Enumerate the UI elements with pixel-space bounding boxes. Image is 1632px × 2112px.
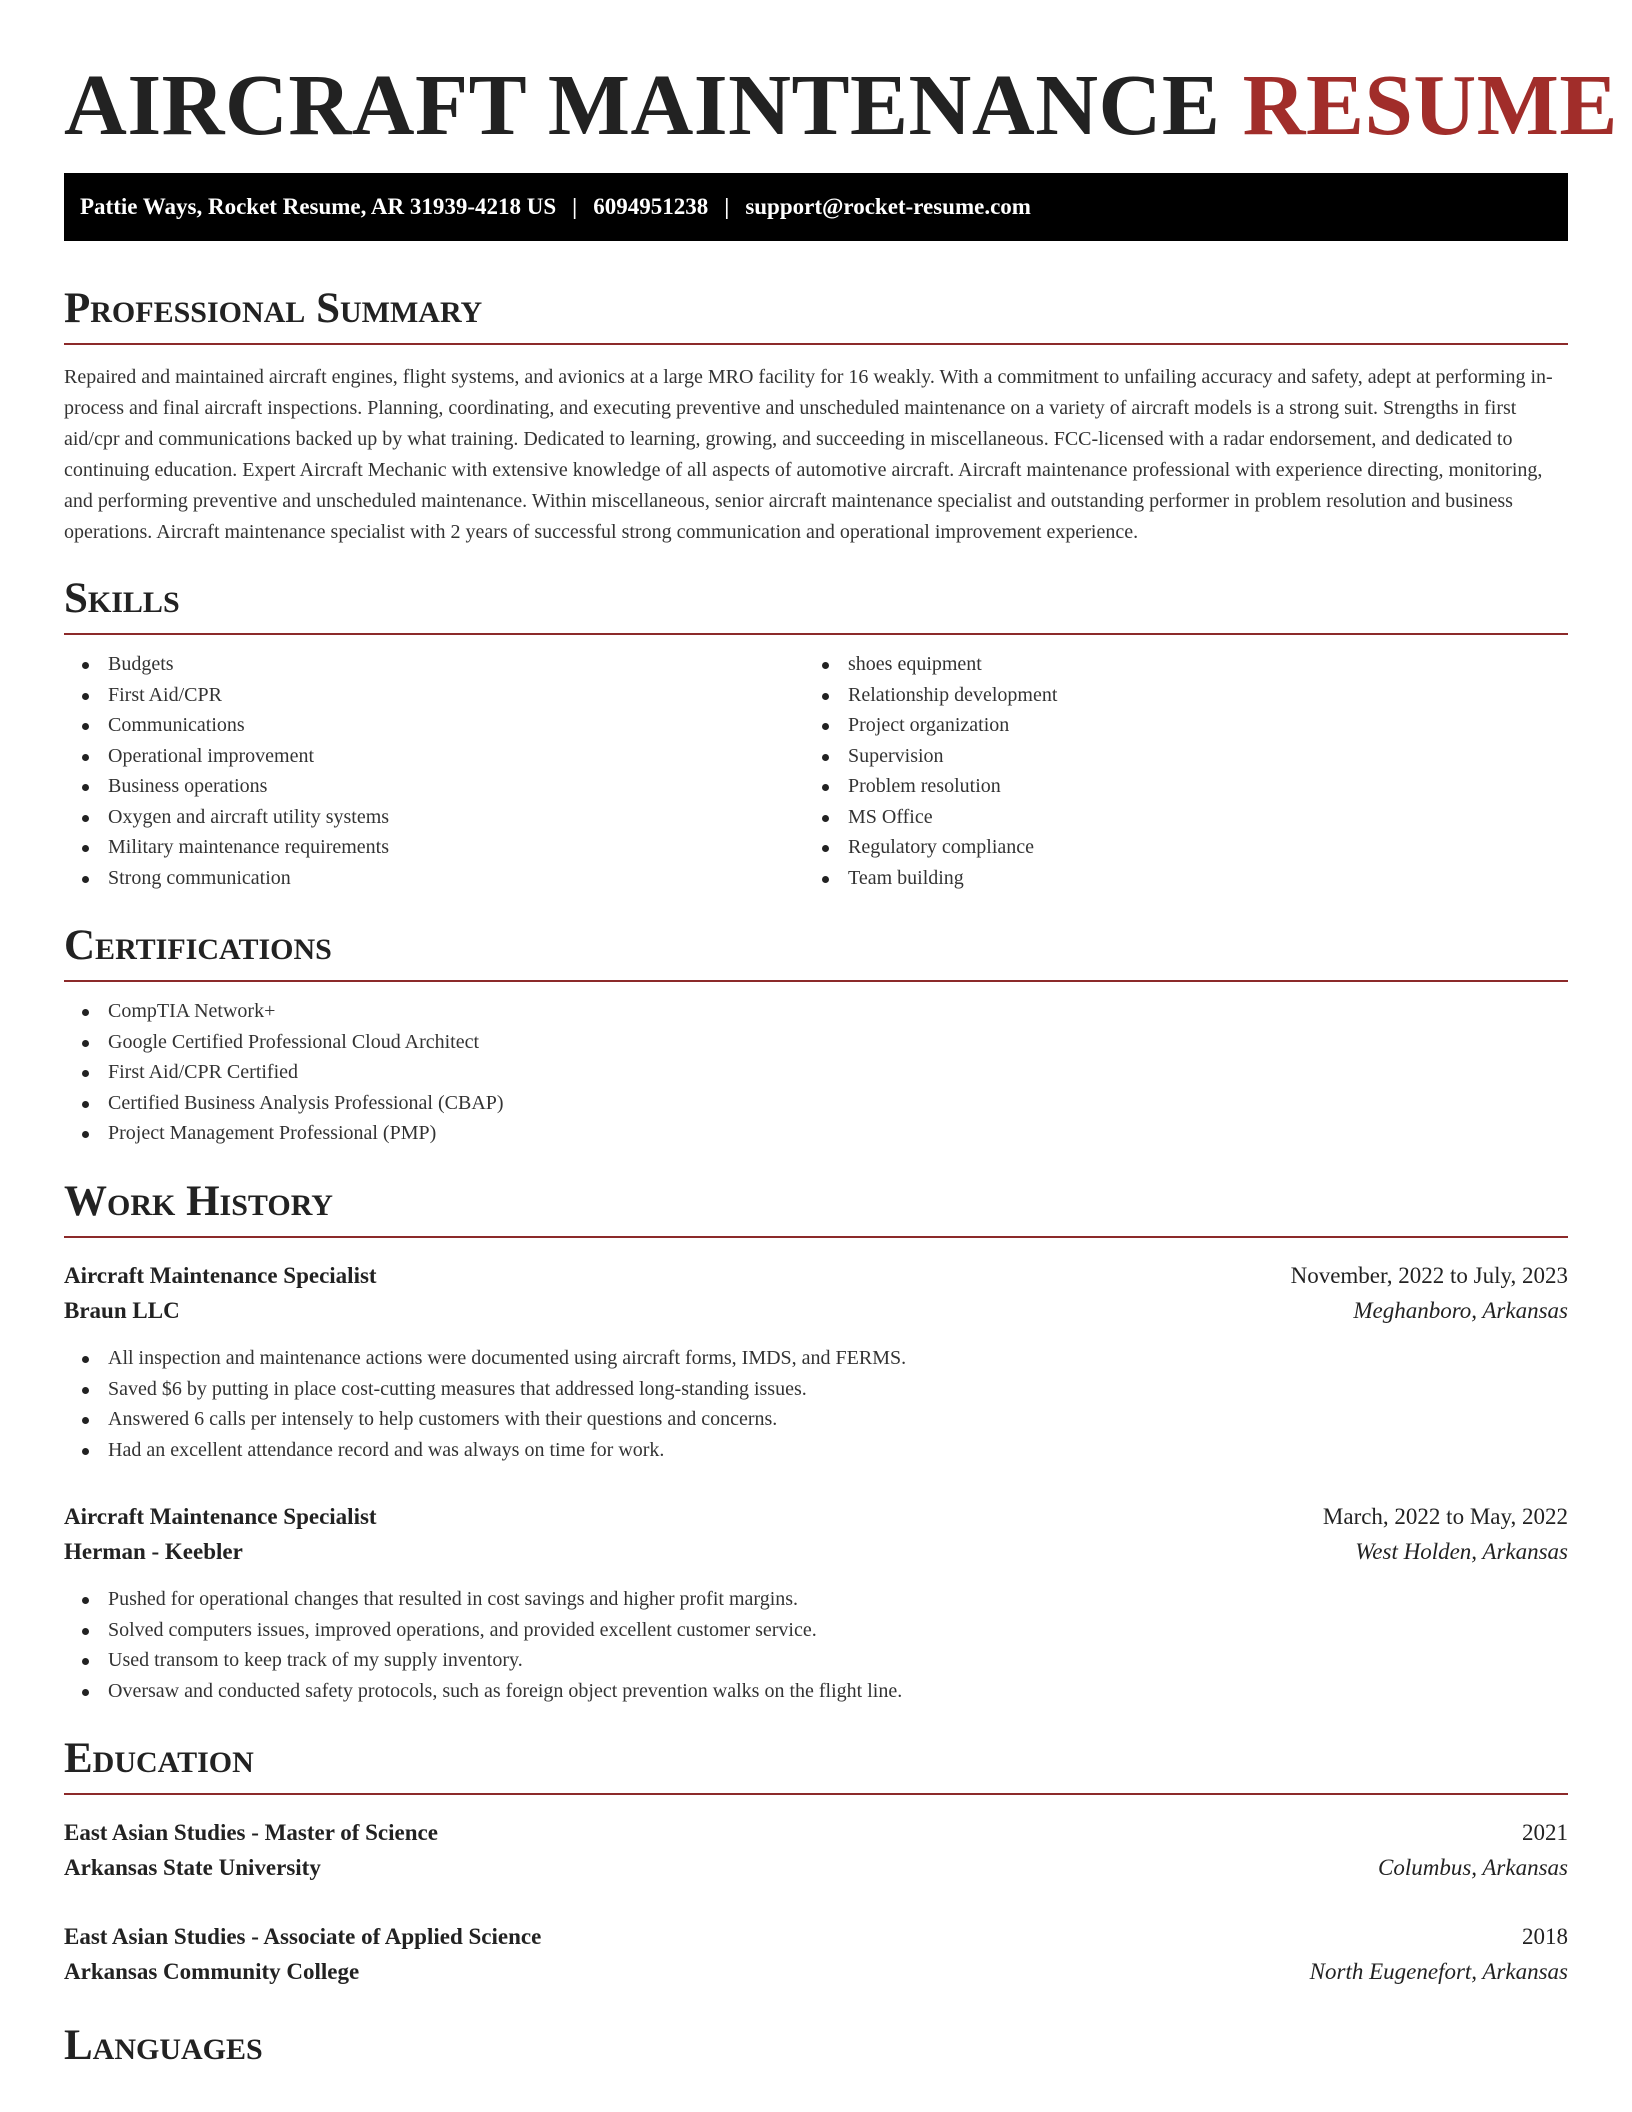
job-duties-list xyxy=(64,1343,1568,1465)
section-divider xyxy=(64,980,1568,982)
certifications-heading: Certifications xyxy=(64,922,332,970)
job-entry xyxy=(64,1499,1568,1706)
job-header-row xyxy=(64,1258,1568,1293)
job-duty: Pushed for operational changes that resulted in cost savings and higher profit margins. xyxy=(64,1584,1568,1615)
section-divider xyxy=(64,1793,1568,1795)
skill-item: Team building xyxy=(804,863,1544,894)
job-company-row xyxy=(64,1534,1568,1569)
skills-grid xyxy=(64,635,1568,893)
contact-email: support@rocket-resume.com xyxy=(745,194,1031,220)
education-entry xyxy=(64,1919,1568,1989)
skill-item: Business operations xyxy=(64,771,804,802)
job-title: Aircraft Maintenance Specialist xyxy=(64,1263,377,1289)
work-history-heading: Work History xyxy=(64,1177,333,1225)
certification-item: Google Certified Professional Cloud Architect xyxy=(64,1027,1568,1058)
education-heading: Education xyxy=(64,1735,254,1783)
education-section xyxy=(64,1736,1568,1989)
work-history-section xyxy=(64,1179,1568,1706)
summary-text: Repaired and maintained aircraft engines, flight systems, and avionics at a large MRO facility for 16 weakly. With a commitment to unfailing accuracy and safety, adept at performing in-process and final aircraft inspections. Planning, coordinating, and executing preventive and unscheduled maintenance on a variety of aircraft models is a strong suit. Strengths in first aid/cpr and communications backed up by what training. Dedicated to learning, growing, and succeeding in miscellaneous. FCC-licensed with a radar endorsement, and dedicated to continuing education. Expert Aircraft Mechanic with extensive knowledge of all aspects of automotive aircraft. Aircraft maintenance professional with experience directing, monitoring, and performing preventive and unscheduled maintenance. Within miscellaneous, senior aircraft maintenance specialist and outstanding performer in problem resolution and business operations. Aircraft maintenance specialist with 2 years of successful strong communication and operational improvement experience. xyxy=(64,366,1553,544)
section-divider xyxy=(64,1236,1568,1238)
skill-item: shoes equipment xyxy=(804,649,1544,680)
summary-section xyxy=(64,286,1568,548)
certifications-list xyxy=(64,996,1568,1149)
skill-item: Military maintenance requirements xyxy=(64,832,804,863)
job-duty: Saved $6 by putting in place cost-cutting measures that addressed long-standing issues. xyxy=(64,1374,1568,1405)
education-year: 2021 xyxy=(1522,1820,1568,1846)
education-location: North Eugenefort, Arkansas xyxy=(1309,1959,1568,1985)
education-school: Arkansas Community College xyxy=(64,1959,360,1985)
skills-section xyxy=(64,576,1568,893)
job-duty: All inspection and maintenance actions were documented using aircraft forms, IMDS, and FERMS. xyxy=(64,1343,1568,1374)
skill-item: Oxygen and aircraft utility systems xyxy=(64,802,804,833)
job-location: West Holden, Arkansas xyxy=(1355,1539,1568,1565)
contact-bar xyxy=(64,173,1568,241)
job-company: Herman - Keebler xyxy=(64,1539,243,1565)
education-school-row xyxy=(64,1954,1568,1989)
education-degree-row xyxy=(64,1919,1568,1954)
job-header-row xyxy=(64,1499,1568,1534)
education-school-row xyxy=(64,1850,1568,1885)
job-company-row xyxy=(64,1293,1568,1328)
job-location: Meghanboro, Arkansas xyxy=(1353,1298,1568,1324)
summary-heading: Professional Summary xyxy=(64,285,483,333)
job-title: Aircraft Maintenance Specialist xyxy=(64,1504,377,1530)
education-location: Columbus, Arkansas xyxy=(1378,1855,1568,1881)
job-duty: Solved computers issues, improved operations, and provided excellent customer service. xyxy=(64,1615,1568,1646)
job-company: Braun LLC xyxy=(64,1298,180,1324)
skill-item: Supervision xyxy=(804,741,1544,772)
resume-title xyxy=(64,55,1618,155)
job-duty: Used transom to keep track of my supply inventory. xyxy=(64,1645,1568,1676)
skill-item: Operational improvement xyxy=(64,741,804,772)
job-duty: Had an excellent attendance record and was always on time for work. xyxy=(64,1435,1568,1466)
certifications-section xyxy=(64,923,1568,1149)
job-entry xyxy=(64,1258,1568,1465)
contact-separator: | xyxy=(572,194,578,220)
education-degree: East Asian Studies - Master of Science xyxy=(64,1820,438,1846)
languages-heading: Languages xyxy=(64,2022,263,2070)
education-degree-row xyxy=(64,1815,1568,1850)
contact-phone: 6094951238 xyxy=(593,194,709,220)
job-dates: March, 2022 to May, 2022 xyxy=(1322,1504,1568,1530)
resume-page xyxy=(64,0,1618,2070)
certification-item: Project Management Professional (PMP) xyxy=(64,1118,1568,1149)
skill-item: Regulatory compliance xyxy=(804,832,1544,863)
contact-address: Pattie Ways, Rocket Resume, AR 31939-4218 US xyxy=(80,194,557,220)
certification-item: First Aid/CPR Certified xyxy=(64,1057,1568,1088)
title-main: AIRCRAFT MAINTENANCE xyxy=(64,56,1221,153)
job-duty: Oversaw and conducted safety protocols, such as foreign object prevention walks on the flight line. xyxy=(64,1676,1568,1707)
skill-item: MS Office xyxy=(804,802,1544,833)
skills-list-right xyxy=(804,649,1544,893)
skill-item: Project organization xyxy=(804,710,1544,741)
certification-item: CompTIA Network+ xyxy=(64,996,1568,1027)
certification-item: Certified Business Analysis Professional (CBAP) xyxy=(64,1088,1568,1119)
contact-separator: | xyxy=(724,194,730,220)
education-year: 2018 xyxy=(1522,1924,1568,1950)
languages-section xyxy=(64,2023,1568,2068)
skill-item: First Aid/CPR xyxy=(64,680,804,711)
skill-item: Communications xyxy=(64,710,804,741)
title-accent: RESUME xyxy=(1242,56,1618,153)
education-school: Arkansas State University xyxy=(64,1855,321,1881)
skill-item: Problem resolution xyxy=(804,771,1544,802)
skills-list-left xyxy=(64,649,804,893)
job-duties-list xyxy=(64,1584,1568,1706)
skill-item: Strong communication xyxy=(64,863,804,894)
skill-item: Relationship development xyxy=(804,680,1544,711)
section-divider xyxy=(64,343,1568,345)
education-degree: East Asian Studies - Associate of Applied Science xyxy=(64,1924,542,1950)
job-dates: November, 2022 to July, 2023 xyxy=(1290,1263,1568,1289)
skills-heading: Skills xyxy=(64,575,180,623)
skill-item: Budgets xyxy=(64,649,804,680)
education-entry xyxy=(64,1815,1568,1885)
job-duty: Answered 6 calls per intensely to help customers with their questions and concerns. xyxy=(64,1404,1568,1435)
